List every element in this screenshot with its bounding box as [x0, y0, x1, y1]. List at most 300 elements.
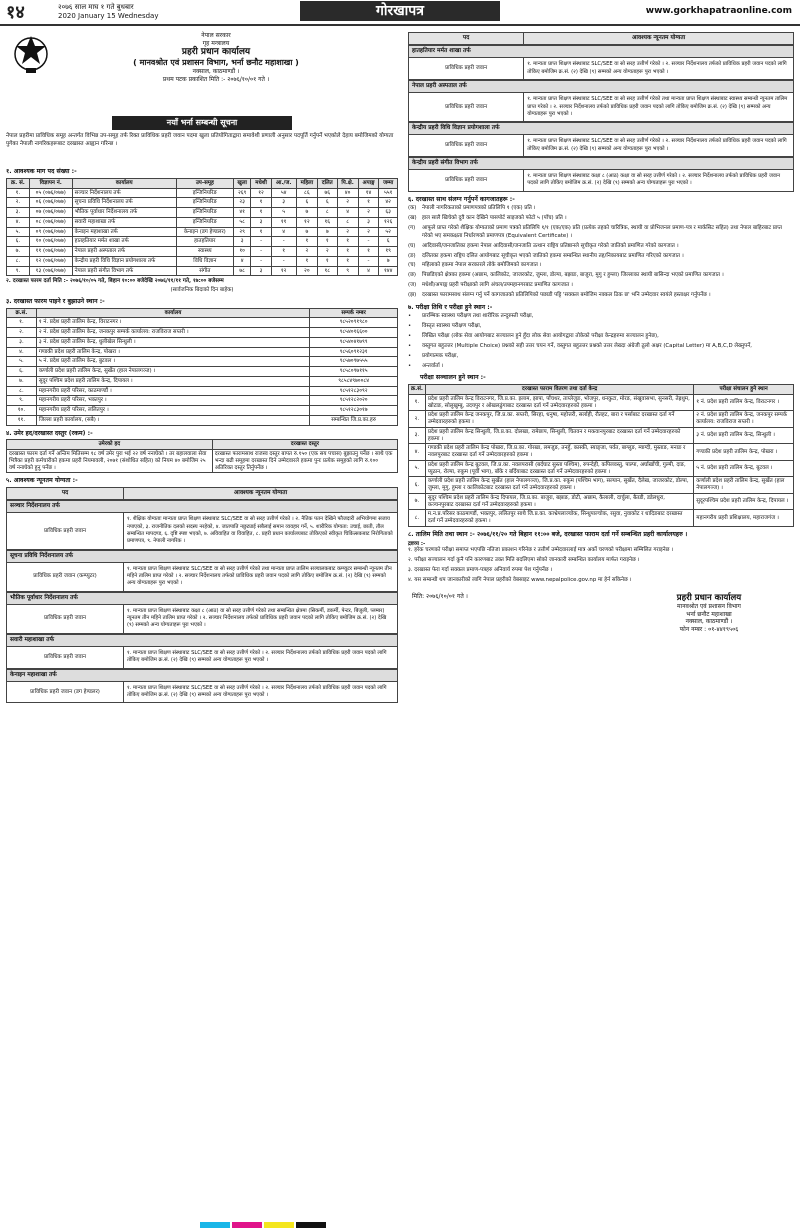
posts-header-cell: जम्मा [379, 178, 398, 188]
table-cell: इन्जिनियरिङ [176, 217, 233, 227]
offices-header-cell: सम्पर्क नम्बर [310, 308, 398, 318]
table-row [409, 477, 794, 494]
list-item [408, 205, 794, 213]
table-row [409, 427, 794, 444]
list-item-key: (घ) [408, 242, 416, 249]
page-number: १४ [6, 2, 25, 23]
table-cell: १ [358, 247, 379, 257]
list-item-text: प्रयोगात्मक परीक्षा, [422, 352, 459, 359]
table-cell: ९८५८०९७११५ [310, 367, 398, 377]
table-cell: ०८ (०७६/०७७) [29, 217, 72, 227]
table-row [7, 357, 398, 367]
posts-header-cell: उप-समूह [176, 178, 233, 188]
list-item-text: पिछडिएको क्षेत्रका हकमा (अछाम, कालिकोट, जाजरकोट, जुम्ला, डोल्पा, बझाङ, बाजुरा, मुगु र हुम्ला) जिल्लाका स्थायी बासिन्दा भएको प्रमाणित कागजात । [422, 272, 724, 279]
cyan-print-bar [200, 1222, 230, 1228]
table-cell: सूचना प्रविधि निर्देशनालय तर्फ [72, 198, 176, 208]
table-row [7, 266, 398, 276]
table-cell: २ [358, 208, 379, 218]
notice-title: नयाँ भर्ना सम्बन्धी सूचना [112, 116, 292, 130]
table-cell: ४० [337, 188, 358, 198]
qualification-row [6, 647, 398, 669]
table-cell: जिल्ला प्रहरी कार्यालय, (सबै) । [36, 415, 309, 425]
bullet-icon: • [408, 362, 412, 369]
newspaper-masthead: गोरखापत्र [300, 1, 500, 21]
signature-block [408, 589, 794, 659]
list-item-text: वस्तुगत बहुउत्तर (Multiple Choice) प्रश्नको सही उत्तर चयन गर्ने, वस्तुगत बहुउत्तर प्रश्नको उत्तर लेख्दा अंग्रेजी ठूलो अक्षर (Capital Letter) मा A,B,C,D लेख्नुपर्ने, [422, 342, 752, 349]
fee-text: दरखास्त फारामसाथ राजस्व दस्तुर बापत रु.१५० (एक सय पचास) बुझाउनु पर्नेछ । साथै एक भन्दा बढी समूहमा दरखास्त दिने उम्मेदवारले हकमा पुनः प्रत्येक समूहको लागि रु.१०० अतिरिक्त दस्तुर तिर्नुपर्नेछ । [212, 450, 397, 473]
qualification-group-title: सवारी महाशाखा तर्फ [6, 634, 398, 647]
table-cell: ९८५१२८३०९२ [310, 386, 398, 396]
table-cell: २ [337, 227, 358, 237]
table-cell: ५. [7, 227, 30, 237]
list-item-text: हाल सालै खिचेको दुवै कान देखिने पासपोर्ट साइजको फोटो ५ (पाँच) प्रति । [422, 215, 567, 222]
exam-centres-table [408, 384, 794, 527]
table-cell: ६. [7, 237, 30, 247]
table-cell: १. [7, 318, 37, 328]
table-cell: ७. [409, 493, 426, 510]
table-cell: १ [271, 247, 296, 257]
list-item [408, 253, 794, 261]
qualification-row [6, 682, 398, 704]
table-cell: ८. [7, 386, 37, 396]
signature-location: नक्साल, काठमाण्डौं । [685, 618, 733, 626]
table-cell: ३ [251, 266, 271, 276]
posts-header-cell: कार्यालय [72, 178, 176, 188]
gov-name: नेपाल सरकार [201, 32, 231, 39]
posts-header-cell: विज्ञापन नं. [29, 178, 72, 188]
table-cell: ४ [233, 256, 251, 266]
table-cell: - [271, 256, 296, 266]
qualification-row [408, 170, 794, 192]
table-row [7, 337, 398, 347]
table-cell: ११ [271, 217, 296, 227]
qualification-row [6, 563, 398, 592]
table-cell: सुदूर पश्चिम प्रदेश प्रहरी तालिम केन्द्र दिपायल, जि.प्र.का. बाजुरा, बझाङ, डोटी, अछाम, कैलाली, दार्चुला, बैतडी, डडेलधुरा, कञ्चनपुरबाट दरखास्त दर्ता गर्ने उम्मेदवारहरुको हकमा । [425, 493, 693, 510]
nepal-police-emblem-icon [12, 32, 50, 74]
table-cell: ०६ (०७६/०७७) [29, 198, 72, 208]
black-print-bar [296, 1222, 326, 1228]
table-row [7, 376, 398, 386]
table-cell: - [358, 237, 379, 247]
table-cell: २. [7, 198, 30, 208]
table-row [7, 367, 398, 377]
notes-subtitle: द्रष्टव्य :- [408, 540, 426, 547]
table-cell: ४१ [233, 208, 251, 218]
table-cell: महानगरीय प्रहरी परिसर, भक्तपुर । [36, 396, 309, 406]
offices-table [6, 308, 398, 426]
note-item: २. परीक्षा सञ्चालन गर्दा कुनै पनि कारणबाट उक्त मिति बदलिएमा सोको जानकारी सम्बन्धित कार्यालय मार्फत गराइनेछ । [408, 557, 640, 564]
table-cell: २. [7, 328, 37, 338]
table-cell: ७८ [233, 266, 251, 276]
table-cell: ४ [271, 227, 296, 237]
table-cell: ५ [271, 208, 296, 218]
list-item-text: मधेशी/अपाङ्ग प्रहरी परीक्षाको लागि अंचल/उपमहानगरबाट प्रमाणित कागजात । [422, 282, 573, 289]
list-item [408, 343, 794, 351]
table-cell: ६ [318, 198, 337, 208]
table-cell: २० [296, 266, 317, 276]
posts-header-cell: मधेशी [251, 178, 271, 188]
list-item-text: लिखित परीक्षा (लोक सेवा आयोगबाट सञ्चालन हुने हुँदा लोक सेवा आयोगद्वारा तोकेको परीक्षा केन्द्रहरुमा सञ्चालन हुनेछ), [422, 333, 659, 340]
exam-location-subtitle: परीक्षा सञ्चालन हुने स्थान :- [420, 374, 486, 382]
posts-header-cell: खुला [233, 178, 251, 188]
age-fee-table [6, 439, 398, 473]
table-cell: केनाइन (डग हेण्डलर) [176, 227, 233, 237]
posts-header-cell: अपाङ्ग [358, 178, 379, 188]
table-row [7, 208, 398, 218]
table-cell: १ [251, 208, 271, 218]
section-5-title: ५. आवश्यक न्यूनतम योग्यता :- [6, 477, 78, 485]
table-cell: इन्जिनियरिङ [176, 188, 233, 198]
newspaper-url[interactable]: www.gorkhapatraonline.com [645, 6, 792, 16]
table-cell: कर्णाली प्रदेश प्रहरी तालिम केन्द्र सुर्खेत (हाल नेपालगञ्ज), जि.प्र.का. रुकुम (पश्चिम भाग), सल्यान, सुर्खेत, दैलेख, जाजरकोट, डोल्पा, जुम्ला, मुगु, हुम्ला र कालिकोटबाट दरखास्त दर्ता गर्ने उम्मेदवारहरुको हकमा । [425, 477, 693, 494]
qualification-header-right: पद आवश्यक न्यूनतम योग्यता [408, 32, 794, 45]
note-item: ४. यस सम्बन्धी थप जानकारीको लागि नेपाल प्रहरीको वेबसाइट www.nepalpolice.gov.np मा हेर्न सकिनेछ । [408, 576, 632, 583]
magenta-print-bar [232, 1222, 262, 1228]
table-cell: ३ [271, 198, 296, 208]
list-item [408, 215, 794, 223]
table-cell: ६ [379, 237, 398, 247]
notes-list [408, 547, 794, 584]
table-cell: १ नं. प्रदेश प्रहरी तालिम केन्द्र, विराटनगर । [694, 394, 794, 411]
table-cell: ३. [7, 208, 30, 218]
table-cell: ५२ [379, 227, 398, 237]
table-cell: १. [409, 394, 426, 411]
qualification-row [6, 513, 398, 549]
table-cell: १० [233, 247, 251, 257]
qualification-post: प्राविधिक प्रहरी जवान [7, 513, 124, 548]
qualification-list-left [6, 500, 398, 703]
table-row [7, 406, 398, 416]
qualification-text: १. मान्यता प्राप्त शिक्षण संस्थाबाट SLC/SEE वा सो सरह उत्तीर्ण गरेको तथा मान्यता प्राप्त तालिम सञ्चालकबाट कम्प्युटर सम्बन्धी न्यूनतम तीन महिने तालिम प्राप्त गरेको । २. सञ्चार निर्देशनालय तर्फको प्राविधिक प्रहरी जवान पदको लागि तोकिए बमोजिम क्र.सं. (२) देखि (९) सम्मको अन्य योग्यताहरू पुरा भएको । [127, 565, 392, 587]
table-cell: ३ [233, 237, 251, 247]
qualification-row [408, 93, 794, 122]
table-cell: ५. [7, 357, 37, 367]
table-row [409, 460, 794, 477]
table-cell: केनाइन महाशाखा तर्फ [72, 227, 176, 237]
table-cell: ४ [337, 208, 358, 218]
qualification-text: १. मान्यता प्राप्त शिक्षण संस्थाबाट कक्षा ८ (आठ) कक्षा वा सो सरह उत्तीर्ण गरेको । २. सञ्चार निर्देशनालय तर्फको प्राविधिक प्रहरी जवान पदको लागि तोकिए बमोजिम क्र.सं. (२) देखि (९) सम्मको अन्य योग्यताहरू पुरा भएको । [527, 173, 780, 187]
bullet-icon: • [408, 313, 412, 320]
list-item-text: अन्तर्वार्ता । [422, 362, 444, 369]
exam-stages-list [408, 313, 794, 370]
exam-header-cell: परीक्षा संचालन हुने स्थान [694, 385, 794, 395]
table-cell: ९८५२०९१९८० [310, 318, 398, 328]
note-item: ३. दरखास्त फेरा गर्दा सक्कल प्रमाण-पत्रहरु अनिवार्य रुपमा पेश गर्नुपर्नेछ । [408, 567, 553, 574]
table-cell: ६३ [379, 208, 398, 218]
list-item [408, 272, 794, 280]
table-cell: - [271, 237, 296, 247]
table-cell: २ [296, 247, 317, 257]
qualification-group-title: केन्द्रीय प्रहरी विधि विज्ञान प्रयोगशाला तर्फ [408, 122, 794, 135]
yellow-print-bar [264, 1222, 294, 1228]
table-cell: ९. [7, 266, 30, 276]
table-cell: नेपाल प्रहरी संगीत विभाग तर्फ [72, 266, 176, 276]
table-cell: २. [409, 411, 426, 428]
qualification-group-title: भौतिक पूर्वाधार निर्देशनालय तर्फ [6, 592, 398, 605]
table-cell: - [251, 247, 271, 257]
table-cell: ६ [296, 198, 317, 208]
table-cell: १२ [296, 217, 317, 227]
table-row [409, 444, 794, 461]
table-cell: १ [337, 237, 358, 247]
table-cell: १ [318, 256, 337, 266]
table-cell: १२ (०७६/०७७) [29, 256, 72, 266]
qualification-list-right [408, 45, 794, 191]
header-divider [0, 24, 800, 26]
table-cell: सञ्चार निर्देशनालय तर्फ [72, 188, 176, 198]
table-cell: १८ [318, 266, 337, 276]
table-cell: इन्जिनियरिङ [176, 198, 233, 208]
qualification-text: १. मान्यता प्राप्त शिक्षण संस्थाबाट SLC/SEE वा सो सरह उत्तीर्ण गरेको । २. सञ्चार निर्देशनालय तर्फको प्राविधिक प्रहरी जवान पदको लागि तोकिए बमोजिम क्र.सं. (२) देखि (९) सम्मको अन्य योग्यताहरू पुरा भएको । [127, 649, 387, 664]
table-cell: ८. [7, 256, 30, 266]
table-cell: ५ नं. प्रदेश प्रहरी तालिम केन्द्र, बुटवल । [694, 460, 794, 477]
table-cell: ७ [318, 227, 337, 237]
table-cell: महानगरीय प्रहरी प्रशिक्षालय, महाराजगंज । [694, 510, 794, 527]
table-cell: कर्णाली प्रदेश प्रहरी तालिम केन्द्र, सुर्खेत (हाल नेपालगञ्ज) । [694, 477, 794, 494]
list-item-text: दलितका हकमा राष्ट्रिय दलित आयोगबाट सूचीकृत भएको जातिको हकमा सम्बन्धित स्थानीय तह/निकायबाट प्रमाणित गरिएको कागजात । [422, 252, 684, 259]
table-cell: प्रदेश प्रहरी तालिम केन्द्र विराटनगर, जि.प्र.का. इलाम, झापा, पाँचथर, ताप्लेजुङ, भोजपुर, धनकुटा, मोरङ, संखुवासभा, सुनसरी, तेह्रथुम, खोटाङ, सोलुखुम्बु, उदयपुर र ओखलढुंगाबाट दरखास्त दर्ता गर्ने उम्मेदवारहरुको हकमा । [425, 394, 693, 411]
ministry-name: गृह मन्त्रालय [202, 39, 230, 47]
list-item [408, 363, 794, 371]
table-cell: २ [337, 198, 358, 208]
table-cell: नेपाल प्रहरी अस्पताल तर्फ [72, 247, 176, 257]
table-cell: विधि विज्ञान [176, 256, 233, 266]
qualification-text: १. मान्यता प्राप्त शिक्षण संस्थाबाट कक्षा ८ (आठ) वा सो सरह उत्तीर्ण गरेको तथा सम्बन्धित क्षेत्रमा (सिकर्मी, डकर्मी, पेन्टर, बिजुली, प्लम्बर) न्यूनतम तीन महिने तालिम प्राप्त गरेको । २. सञ्चार निर्देशनालय तर्फको प्राविधिक प्रहरी जवान पदको लागि तोकिए बमोजिम क्र.सं. (२) देखि (९) सम्मको अन्य योग्यताहरू पुरा भएको । [127, 607, 387, 629]
table-cell: १ [296, 237, 317, 247]
table-row [409, 394, 794, 411]
table-cell: सुदूर पश्चिम प्रदेश प्रहरी तालिम केन्द्र, दिपायल । [36, 376, 309, 386]
qualification-text: १. मान्यता प्राप्त शिक्षण संस्थाबाट SLC/SEE वा सो सरह उत्तीर्ण गरेको । २. सञ्चार निर्देशनालय तर्फको प्राविधिक प्रहरी जवान पदको लागि तोकिए बमोजिम क्र.सं. (२) देखि (९) सम्मको अन्य योग्यताहरू पुरा भएको । [127, 684, 387, 699]
offices-header-cell: क्र.सं. [7, 308, 37, 318]
qualification-post: प्राविधिक प्रहरी जवान [7, 605, 124, 633]
table-cell: ८६ [296, 188, 317, 198]
header-date: २०७६ साल माघ १ गते बुधबार 2020 January 15 Wednesday [58, 3, 159, 21]
table-cell: प्रदेश प्रहरी तालिम केन्द्र बुटवल, जि.प्र.का. नवलपरासी (बर्दघाट सुस्ता पश्चिम), रुपन्देही, कपिलवस्तु, पाल्पा, अर्घाखाँची, गुल्मी, दाङ, प्युठान, रोल्पा, रुकुम (पूर्वी भाग), बाँके र बर्दियाबाट दरखास्त दर्ता गर्ने उम्मेदवारहरुको हकमा । [425, 460, 693, 477]
table-cell: १६ [318, 217, 337, 227]
table-cell: सवारी महाशाखा तर्फ [72, 217, 176, 227]
notice-intro: नेपाल प्रहरीमा प्राविधिक समूह अन्तर्गत विभिन्न उप-समूह तर्फ रिक्त प्राविधिक प्रहरी जवान पदमा खुला प्रतियोगिताद्वारा समावेशी प्रणाली अनुसार पदपूर्ति गर्नुपर्ने भएकोले देहाय बमोजिमको योग्यता पुगेका नेपाली नागरिकहरूबाट दरखास्त आह्वान गरिन्छ । [6, 133, 394, 147]
left-column [6, 32, 398, 703]
table-row [7, 328, 398, 338]
table-cell: २६९ [233, 188, 251, 198]
table-cell: १४४ [379, 266, 398, 276]
office-location: नक्साल, काठमाण्डौं । [192, 68, 240, 76]
table-cell: १ [337, 247, 358, 257]
qualification-group-title: केनाइन महाशाखा तर्फ [6, 669, 398, 682]
table-row [7, 227, 398, 237]
table-row [7, 256, 398, 266]
qualification-row [408, 58, 794, 80]
table-cell: हातहतियार मर्मत शाखा तर्फ [72, 237, 176, 247]
signature-dept: मानवश्रोत एवं प्रशासन विभाग [677, 603, 741, 611]
table-cell: गण्डकी प्रदेश प्रहरी तालिम केन्द्र, पोखरा । [694, 444, 794, 461]
list-item-key: (ज) [408, 282, 417, 289]
table-row [7, 247, 398, 257]
table-cell: कर्णाली प्रदेश प्रहरी तालिम केन्द्र, सुर्खेत (हाल नेपालगञ्ज) । [36, 367, 309, 377]
list-item-text: आफूले प्राप्त गरेको शैक्षिक योग्यताको प्रमाण पत्रको प्रतिलिपि १/१ (एक/एक) प्रति (प्रत्येक तहको चारित्रिक, स्थायी वा प्रोभिजनल प्रमाण-पत्र र मार्कसिट सहित) तथा नेपाल बाहिरबाट प्राप्त गरेको भए समकक्षता निर्धारणको प्रमाणपत्र (Equivalent Certificate) । [422, 225, 782, 239]
table-cell: ७ [379, 256, 398, 266]
table-cell: ११ (०७६/०७७) [29, 247, 72, 257]
table-cell: ८. [409, 510, 426, 527]
table-row [7, 198, 398, 208]
table-cell: ७ [296, 227, 317, 237]
offices-header-cell: कार्यालय [36, 308, 309, 318]
table-cell: ३ [251, 217, 271, 227]
qualification-header: पद आवश्यक न्यूनतम योग्यता [6, 487, 398, 500]
table-cell: - [251, 237, 271, 247]
table-cell: १०. [7, 406, 37, 416]
table-cell: ४. [7, 347, 37, 357]
table-cell: २९ [233, 227, 251, 237]
table-cell: ९ [337, 266, 358, 276]
table-cell: ९८५७०९७५५५ [310, 357, 398, 367]
table-cell: हातहतियार [176, 237, 233, 247]
table-cell: ०७ (०७६/०७७) [29, 208, 72, 218]
qualification-text: १. शैक्षिक योग्यताः मान्यता प्राप्त शिक्षण संस्थाबाट SLC/SEE वा सो सरह उत्तीर्ण गरेको । २. नैतिक पतन देखिने फौजदारी अभियोगमा सजाय नपाएको, ३. राजनीतिक दलको सदस्य नरहेको, ४. जातपाति नछुट्याई सबैलाई समान व्यवहार गर्ने, ५. शारीरिक योग्यता: उचाई, छाती, तौल सम्बन्धित मापदण्ड, ६. दृष्टि स्पष्ट भएको, ७. अविवाहित वा विवाहित, ८. प्रहरी प्रधान कार्यालयबाट तोकिएको स्वीकृत चिकित्सकबाट निरोगिताको प्रमाणपत्र, ९. नेपाली नागरिक । [127, 516, 393, 545]
table-cell: - [358, 256, 379, 266]
table-row [7, 318, 398, 328]
table-cell: ५८ [233, 217, 251, 227]
table-cell: इन्जिनियरिङ [176, 208, 233, 218]
table-cell: ५ नं. प्रदेश प्रहरी तालिम केन्द्र, बुटवल । [36, 357, 309, 367]
age-header: उमेरको हद [7, 440, 213, 450]
table-cell: ४. [7, 217, 30, 227]
exam-centres-header [409, 385, 794, 395]
table-cell: ३. [409, 427, 426, 444]
posts-table-header [7, 178, 398, 188]
table-cell: ३. [7, 337, 37, 347]
qualification-post: प्राविधिक प्रहरी जवान (कम्प्युटर) [7, 563, 124, 591]
table-cell: १२ [251, 188, 271, 198]
dept-name: ( मानवश्रोत एवं प्रशासन विभाग, भर्ना छनौट महाशाखा ) [133, 58, 299, 68]
table-cell: म.न.प्र.परिसर काठमाण्डौं, भक्तपुर, ललितपुर साथै जि.प्र.का. काभ्रेपलाञ्चोक, सिन्धुपाल्चोक, रसुवा, नुवाकोट र धादिङबाट दरखास्त दर्ता गर्ने उम्मेदवारहरुको हकमा । [425, 510, 693, 527]
list-item-key: (ग) [408, 225, 416, 232]
table-cell: २ नं. प्रदेश प्रहरी तालिम केन्द्र, जनकपुर सम्पर्क कार्यालय: राजविराज सप्तरी । [36, 328, 309, 338]
list-item [408, 353, 794, 361]
office-name: प्रहरी प्रधान कार्यालय [181, 47, 251, 57]
table-row [409, 411, 794, 428]
list-item [408, 225, 794, 241]
posts-header-cell: पि.क्षे. [337, 178, 358, 188]
table-cell: ९८५८४९७००८४ [310, 376, 398, 386]
table-cell: ११. [7, 415, 37, 425]
list-item [408, 323, 794, 331]
table-cell: ४. [409, 444, 426, 461]
table-cell: १ [251, 227, 271, 237]
table-cell: ९८५४०१६६०० [310, 328, 398, 338]
table-row [7, 386, 398, 396]
table-cell: ९८५६०९१२३१ [310, 347, 398, 357]
qualification-group-title: केन्द्रीय प्रहरी संगीत विभाग तर्फ [408, 157, 794, 170]
publish-date: प्रथम पटक प्रकाशित मिति :- २०७६/१०/०१ गते । [162, 75, 270, 83]
list-item-text: विस्तृत स्वास्थ्य परीक्षण परीक्षा, [422, 323, 482, 330]
table-cell: ७६ [318, 188, 337, 198]
qualification-post: प्राविधिक प्रहरी जवान [409, 170, 524, 191]
signature-phone: फोन नम्बर : ०१-४४१९५०६ [679, 625, 739, 633]
table-cell: स्वास्थ्य [176, 247, 233, 257]
table-cell: भौतिक पूर्वाधार निर्देशनालय तर्फ [72, 208, 176, 218]
table-row [7, 415, 398, 425]
table-cell: संगीत [176, 266, 233, 276]
list-item-text: महिलाको हकमा नेपाल सरकारले तोके बमोजिमको कागजात । [422, 262, 542, 269]
section-8-title: ८. तालिम मिति तथा स्थान :- २०७६/११/२० गते बिहान ११:०० बजे, दरखास्त फाराम दर्ता गर्ने सम्बन्धित प्रहरी कार्यालयहरु । [408, 530, 688, 538]
list-item-key: (छ) [408, 272, 416, 279]
list-item [408, 333, 794, 341]
section-4-title: ४. उमेर हद/दरखास्त दस्तुर (रकम) :- [6, 429, 93, 437]
qualification-text: १. मान्यता प्राप्त शिक्षण संस्थाबाट SLC/SEE वा सो सरह उत्तीर्ण गरेको तथा मान्यता प्राप्त शिक्षण संस्थाबाट स्वास्थ्य सम्बन्धी न्यूनतम तालिम प्राप्त गरेको । २. सञ्चार निर्देशनालय तर्फको प्राविधिक प्रहरी जवान पदको लागि तोकिए बमोजिम क्र.सं. (२) देखि (९) सम्मको अन्य योग्यताहरू पुरा भएको । [527, 96, 788, 117]
table-cell: महानगरीय प्रहरी परिसर, काठमाण्डौं । [36, 386, 309, 396]
table-cell: २ नं. प्रदेश प्रहरी तालिम केन्द्र, जनकपुर सम्पर्क कार्यालय: राजविराज सप्तरी । [694, 411, 794, 428]
table-cell: ९८५१२८३०१७ [310, 406, 398, 416]
qualification-group-title: नेपाल प्रहरी अस्पताल तर्फ [408, 80, 794, 93]
table-cell: ४ [358, 266, 379, 276]
table-cell: १ [318, 237, 337, 247]
note-item: १. हरेक चरणको परीक्षा समाप्त भएपछि नतिजा प्रकाशन गरिनेछ र उत्तीर्ण उम्मेदवारलाई मात्र अर्को चरणको परीक्षामा सम्मिलित गराइनेछ । [408, 547, 674, 554]
bullet-icon: • [408, 342, 412, 349]
table-cell: प्रदेश प्रहरी तालिम केन्द्र सिन्धुली, जि.प्र.का. दोलखा, रामेछाप, सिन्धुली, चितवन र मकवानपुरबाट दरखास्त दर्ता गर्ने उम्मेदवारहरुको हकमा । [425, 427, 693, 444]
list-item-key: (च) [408, 262, 416, 269]
list-item-key: (क) [408, 205, 417, 212]
table-cell: ६. [7, 367, 37, 377]
table-cell: ९८५४०४१७९९ [310, 337, 398, 347]
table-cell: २ [358, 227, 379, 237]
table-row [7, 217, 398, 227]
table-cell: २३ [233, 198, 251, 208]
table-cell: गण्डकी प्रदेश प्रहरी तालिम केन्द्र, पोखरा । [36, 347, 309, 357]
table-cell: गण्डकी प्रदेश प्रहरी तालिम केन्द्र पोखरा, जि.प्र.का. गोरखा, लमजुङ, तनहुँ, कास्की, स्याङ्जा, पर्वत, बाग्लुङ, म्याग्दी, मुस्ताङ, मनाङ र नवलपुरबाट दरखास्त दर्ता गर्ने उम्मेदवारहरुको हकमा । [425, 444, 693, 461]
table-cell: १९ [379, 247, 398, 257]
table-cell: ९. [7, 396, 37, 406]
table-cell: १२ [271, 266, 296, 276]
table-cell: - [251, 256, 271, 266]
table-cell: सम्बन्धित जि.प्र.का.हरु [310, 415, 398, 425]
qualification-post: प्राविधिक प्रहरी जवान [7, 647, 124, 668]
table-cell: १ नं. प्रदेश प्रहरी तालिम केन्द्र, विराटनगर । [36, 318, 309, 328]
table-row [7, 237, 398, 247]
qualification-post: प्राविधिक प्रहरी जवान [409, 58, 524, 79]
exam-header-cell: दरखास्त फाराम वितरण तथा दर्ता केन्द्र [425, 385, 693, 395]
qualification-post: प्राविधिक प्रहरी जवान [409, 135, 524, 156]
table-cell: सुदूरपश्चिम प्रदेश प्रहरी तालिम केन्द्र, दिपायल । [694, 493, 794, 510]
posts-header-cell: आ./ज. [271, 178, 296, 188]
list-item-text: दरखास्त फारामसाथ संलग्न गर्नु पर्ने कागजातको प्रतिलिपिको पछाडी पट्टि 'सक्कल बमोजिम नक्कल ठिक छ' भनि उम्मेदवार स्वयंले हस्ताक्षर गर्नुपर्नेछ । [422, 291, 711, 298]
notice-heading [6, 32, 398, 152]
list-item-key: (ङ) [408, 252, 416, 259]
offices-table-header [7, 308, 398, 318]
signature-office: प्रहरी प्रधान कार्यालय [676, 592, 742, 603]
table-row [409, 493, 794, 510]
signature-date: मिति: २०७६/१०/०१ गते । [412, 592, 468, 600]
table-cell: ५४ [271, 188, 296, 198]
section-2-note: (सार्वजनिक बिदाको दिन बाहेक) [170, 287, 234, 293]
qualification-group-title: सञ्चार निर्देशनालय तर्फ [6, 500, 398, 513]
table-cell: ०५ (०७६/०७७) [29, 188, 72, 198]
table-row [409, 510, 794, 527]
table-cell: ०९ (०७६/०७७) [29, 227, 72, 237]
table-cell: ३ [358, 217, 379, 227]
table-cell: ९८५१२८२०२० [310, 396, 398, 406]
table-cell: ३ नं. प्रदेश प्रहरी तालिम केन्द्र, धुलीखेल सिन्धुली । [36, 337, 309, 347]
section-3-title: ३. दरखास्त फारम पाइने र बुझाउने स्थान :- [6, 297, 105, 305]
list-item-text: नेपाली नागरिकताको प्रमाणपत्रको प्रतिलिपि १ (एक) प्रति । [422, 205, 536, 212]
table-cell: ५५१ [379, 188, 398, 198]
table-cell: १. [7, 188, 30, 198]
posts-header-cell: क्र. सं. [7, 178, 30, 188]
qualification-post: प्राविधिक प्रहरी जवान (डग हेण्डलर) [7, 682, 124, 703]
table-cell: ४२ [379, 198, 398, 208]
table-row [7, 347, 398, 357]
list-item-text: आदिवासी/जनजातिका हकमा नेपाल आदिवासी/जनजाति उत्थान राष्ट्रिय प्रतिष्ठानले सूचीकृत गरेको जातिको प्रमाणित गरेको कागजात । [422, 242, 679, 249]
